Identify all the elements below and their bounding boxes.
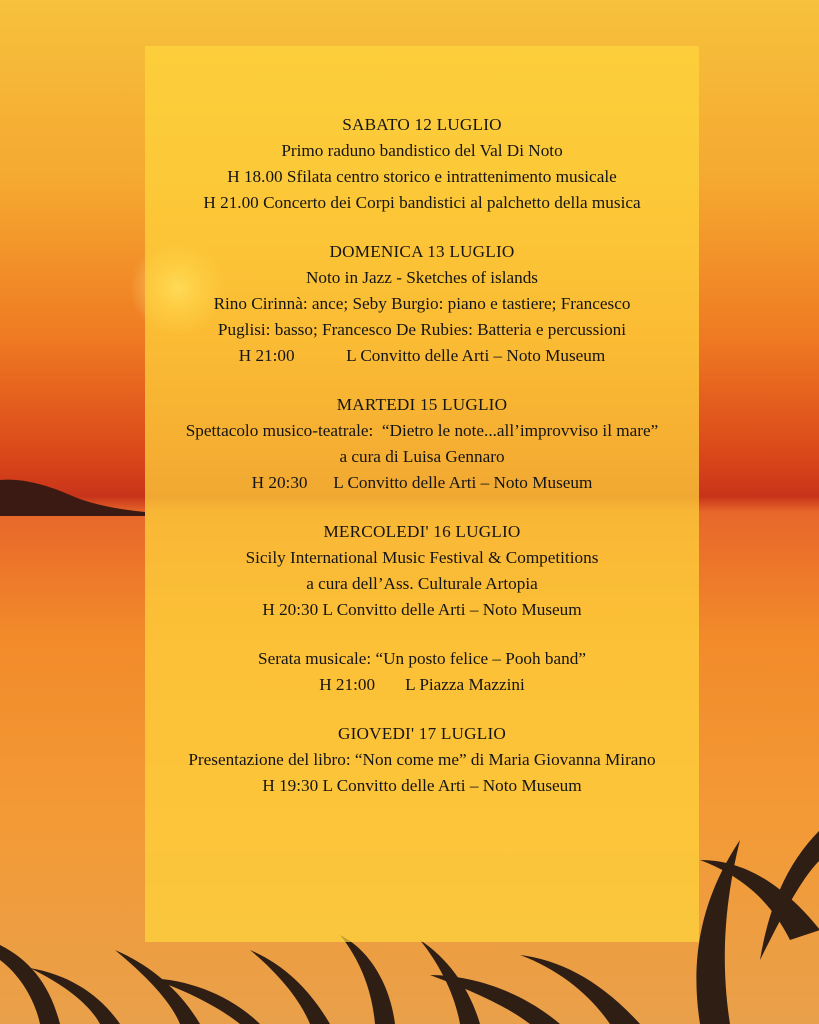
event-line: H 21:00 L Piazza Mazzini [319,675,525,694]
event-line: H 20:30 L Convitto delle Arti – Noto Museum [262,600,582,619]
event-line: H 21.00 Concerto dei Corpi bandistici al palchetto della musica [203,193,641,212]
event-line: Serata musicale: “Un posto felice – Pooh band” [258,649,586,668]
event-sunday-13 [145,239,699,369]
event-wednesday-16 [145,519,699,623]
event-line: H 19:30 L Convitto delle Arti – Noto Museum [262,776,582,795]
event-day-title: DOMENICA 13 LUGLIO [329,242,515,261]
event-line: Spettacolo musico-teatrale: “Dietro le note...all’improvviso il mare” [185,421,659,440]
event-line: H 21:00 L Convitto delle Arti – Noto Museum [238,346,606,365]
event-line: Primo raduno bandistico del Val Di Noto [281,141,563,160]
event-schedule [145,112,699,822]
event-wednesday-16-evening [145,646,699,698]
event-line: a cura di Luisa Gennaro [339,447,505,466]
event-day-title: MERCOLEDI' 16 LUGLIO [323,522,521,541]
event-tuesday-15 [145,392,699,496]
event-day-title: MARTEDI 15 LUGLIO [336,395,508,414]
event-thursday-17 [145,721,699,799]
event-saturday-12 [145,112,699,216]
event-day-title: SABATO 12 LUGLIO [342,115,502,134]
event-day-title: GIOVEDI' 17 LUGLIO [337,724,507,743]
event-line: Sicily International Music Festival & Competitions [245,548,599,567]
event-line: Presentazione del libro: “Non come me” di Maria Giovanna Mirano [188,750,656,769]
event-line: a cura dell’Ass. Culturale Artopia [306,574,538,593]
event-line: Rino Cirinnà: ance; Seby Burgio: piano e tastiere; Francesco [213,294,631,313]
event-line: H 18.00 Sfilata centro storico e intrattenimento musicale [227,167,617,186]
event-line: Noto in Jazz - Sketches of islands [306,268,538,287]
event-line: H 20:30 L Convitto delle Arti – Noto Museum [251,473,593,492]
event-line: Puglisi: basso; Francesco De Rubies: Batteria e percussioni [217,320,627,339]
